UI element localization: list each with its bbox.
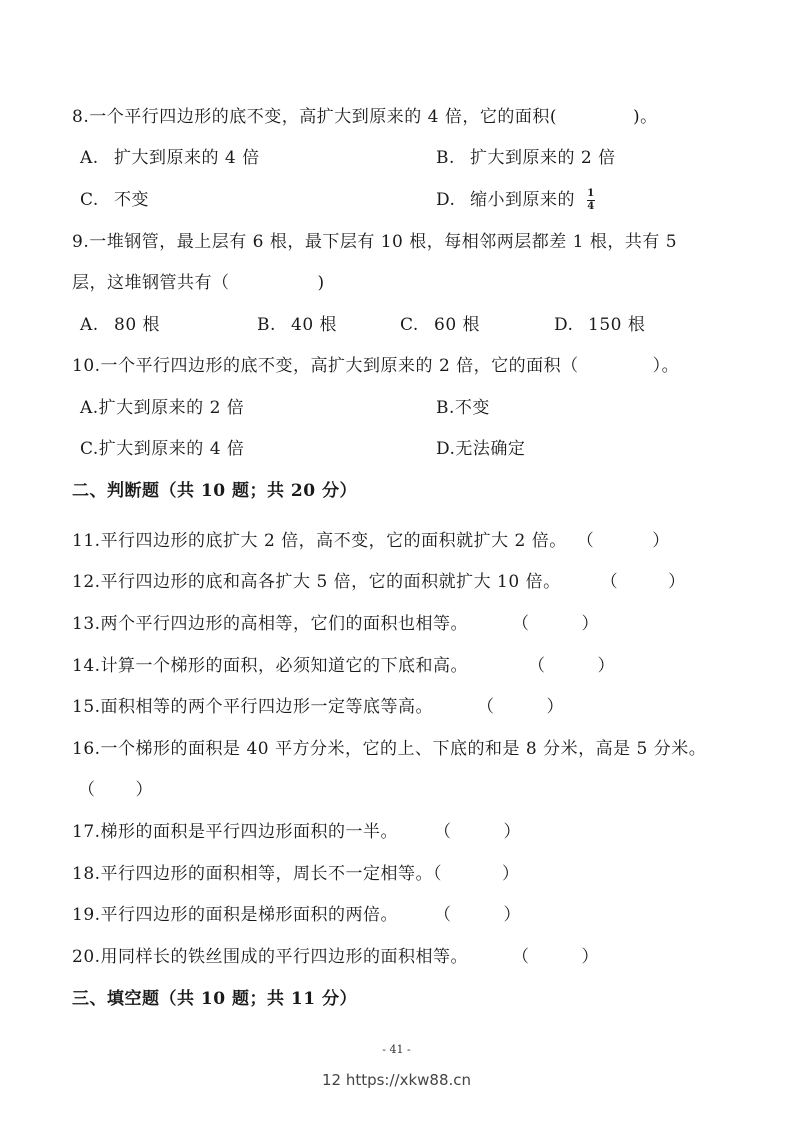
question-10-text: 10.一个平行四边形的底不变，高扩大到原来的 2 倍，它的面积（ xyxy=(72,356,579,376)
option-text: 150 根 xyxy=(588,315,646,335)
option-text: 缩小到原来的 xyxy=(470,190,575,210)
answer-paren-open[interactable]: （ xyxy=(434,905,452,925)
judge-question-16-answer xyxy=(78,779,153,801)
judge-text: 11.平行四边形的底扩大 2 倍，高不变，它的面积就扩大 2 倍。 xyxy=(72,531,567,551)
question-8-text: 8.一个平行四边形的底不变，高扩大到原来的 4 倍，它的面积( xyxy=(72,107,557,127)
answer-paren-open[interactable]: （ xyxy=(78,780,96,800)
option-letter: B. xyxy=(436,148,455,168)
answer-paren-open[interactable]: （ xyxy=(434,822,452,842)
answer-paren-open[interactable]: （ xyxy=(477,697,495,717)
answer-paren-open[interactable]: （ xyxy=(512,614,530,634)
answer-paren-open[interactable]: （ xyxy=(433,864,443,884)
answer-paren-close: ） xyxy=(502,864,520,884)
answer-paren-close: ） xyxy=(581,614,600,634)
answer-paren-close: ） xyxy=(135,780,153,800)
question-8-close: )。 xyxy=(632,107,658,127)
judge-question-16: 16.一个梯形的面积是 40 平方分米，它的上、下底的和是 8 分米，高是 5 分米。 xyxy=(72,739,707,759)
option-letter: C. xyxy=(400,315,419,335)
answer-paren-open[interactable]: （ xyxy=(600,572,619,592)
answer-paren-close: ） xyxy=(546,697,565,717)
judge-text: 13.两个平行四边形的高相等，它们的面积也相等。 xyxy=(72,614,469,634)
fraction-one-quarter xyxy=(587,189,595,212)
question-9-line1: 9.一堆钢管，最上层有 6 根，最下层有 10 根，每相邻两层都差 1 根，共有 5 xyxy=(72,232,678,252)
judge-question-14 xyxy=(72,655,615,677)
option-text: 扩大到原来的 2 倍 xyxy=(470,148,616,168)
option-text: 60 根 xyxy=(434,315,481,335)
option-8c[interactable] xyxy=(80,189,149,211)
judge-text: 12.平行四边形的底和高各扩大 5 倍，它的面积就扩大 10 倍。 xyxy=(72,572,561,592)
question-10-stem xyxy=(72,355,679,377)
section-heading-fill: 三、填空题（共 10 题；共 11 分） xyxy=(72,989,357,1009)
judge-text: 17.梯形的面积是平行四边形面积的一半。 xyxy=(72,822,399,842)
option-9a[interactable] xyxy=(80,314,160,336)
fraction-numerator: 1 xyxy=(587,188,595,199)
question-8-stem xyxy=(72,106,658,128)
option-8d[interactable] xyxy=(436,189,595,212)
option-10d[interactable]: D.无法确定 xyxy=(436,439,526,459)
judge-question-11 xyxy=(72,530,670,552)
judge-question-19 xyxy=(72,904,521,926)
judge-text: 20.用同样长的铁丝围成的平行四边形的面积相等。 xyxy=(72,947,469,967)
judge-question-20 xyxy=(72,946,599,968)
answer-paren-open[interactable]: （ xyxy=(576,531,595,551)
judge-question-12 xyxy=(72,571,686,593)
judge-question-17 xyxy=(72,821,521,843)
judge-question-13 xyxy=(72,613,599,635)
option-10a[interactable]: A.扩大到原来的 2 倍 xyxy=(80,398,245,418)
watermark: 12 https://xkw88.cn xyxy=(321,1071,472,1089)
option-letter: A. xyxy=(80,148,99,168)
page-number: - 41 - xyxy=(382,1043,411,1056)
option-letter: D. xyxy=(436,190,456,210)
option-letter: C. xyxy=(80,190,99,210)
option-10b[interactable]: B.不变 xyxy=(436,398,490,418)
option-text: 80 根 xyxy=(114,315,161,335)
judge-question-15 xyxy=(72,696,564,718)
option-letter: A. xyxy=(80,315,99,335)
section-heading-judge: 二、判断题（共 10 题；共 20 分） xyxy=(72,481,357,501)
answer-paren-close: ） xyxy=(503,822,522,842)
answer-paren-close: ） xyxy=(652,531,670,551)
answer-paren-close: ） xyxy=(503,905,522,925)
option-8b[interactable] xyxy=(436,147,616,169)
question-9-close: ) xyxy=(317,273,325,293)
option-text: 不变 xyxy=(114,190,149,210)
judge-text: 14.计算一个梯形的面积，必须知道它的下底和高。 xyxy=(72,656,469,676)
judge-text: 19.平行四边形的面积是梯形面积的两倍。 xyxy=(72,905,399,925)
option-9d[interactable] xyxy=(554,314,645,336)
judge-text: 18.平行四边形的面积相等，周长不一定相等。 xyxy=(72,864,434,884)
question-9-text: 层，这堆钢管共有（ xyxy=(72,273,230,293)
question-9-line2 xyxy=(72,272,325,294)
answer-paren-close: ） xyxy=(597,656,616,676)
option-text: 40 根 xyxy=(291,315,338,335)
answer-paren-open[interactable]: （ xyxy=(512,947,530,967)
option-9c[interactable] xyxy=(400,314,480,336)
judge-question-18 xyxy=(72,863,520,885)
fraction-denominator: 4 xyxy=(587,201,595,212)
option-letter: D. xyxy=(554,315,574,335)
judge-text: 15.面积相等的两个平行四边形一定等底等高。 xyxy=(72,697,434,717)
option-letter: B. xyxy=(257,315,276,335)
answer-paren-close: ） xyxy=(581,947,600,967)
option-10c[interactable]: C.扩大到原来的 4 倍 xyxy=(80,439,245,459)
question-10-close: ）。 xyxy=(652,356,680,376)
option-8a[interactable] xyxy=(80,147,260,169)
option-9b[interactable] xyxy=(257,314,337,336)
answer-paren-open[interactable]: （ xyxy=(528,656,546,676)
option-text: 扩大到原来的 4 倍 xyxy=(114,148,260,168)
answer-paren-close: ） xyxy=(668,572,686,592)
